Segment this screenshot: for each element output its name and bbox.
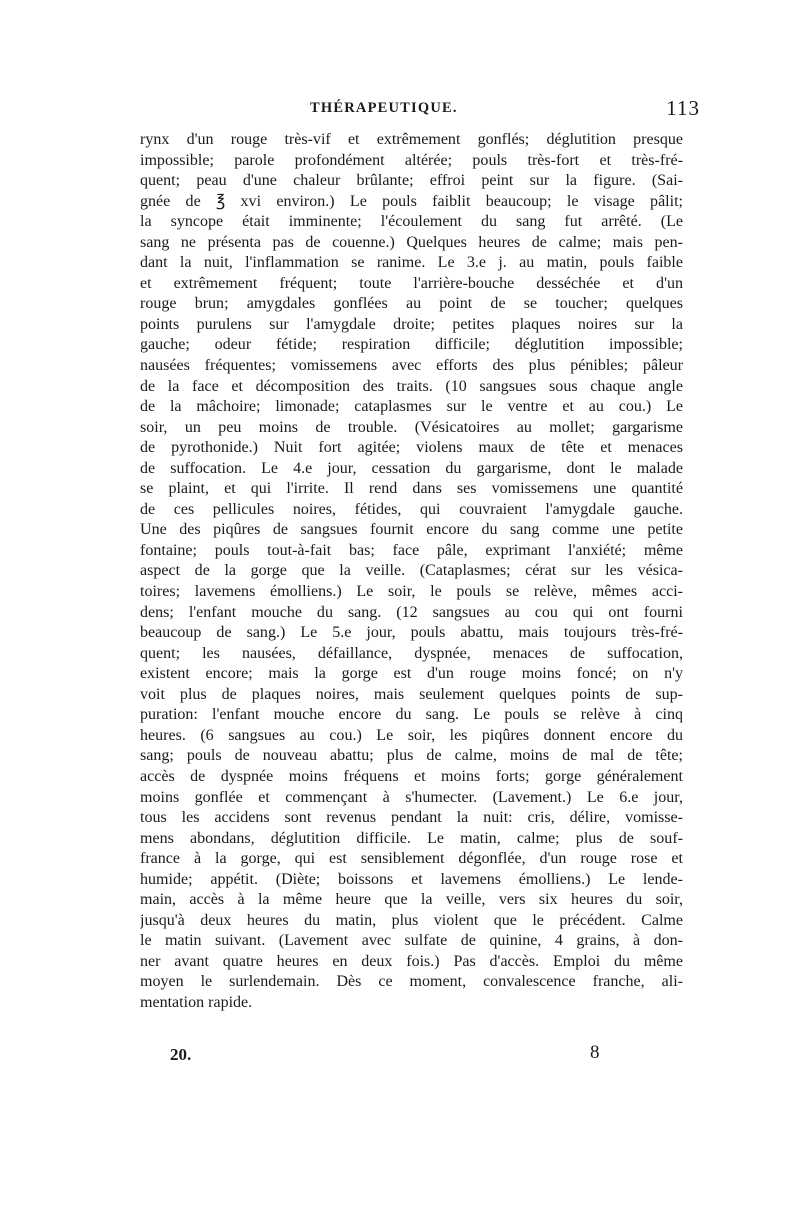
text-line: puration: l'enfant mouche encore du sang. Le pouls se relève à cinq (140, 706, 683, 724)
text-line: france à la gorge, qui est sensiblement dégonflée, d'un rouge rose et (140, 850, 683, 868)
text-line: de la face et décomposition des traits. (10 sangsues sous chaque angle (140, 377, 683, 395)
text-line: tous les accidens sont revenus pendant la nuit: cris, délire, vomisse- (140, 809, 683, 827)
page-header (140, 96, 700, 126)
text-line: quent; peau d'une chaleur brûlante; effroi peint sur la figure. (Sai- (140, 172, 683, 190)
text-line: nausées fréquentes; vomissemens avec efforts des plus pénibles; pâleur (140, 357, 683, 375)
text-line: accès de dyspnée moins fréquens et moins forts; gorge généralement (140, 767, 683, 785)
text-line: fontaine; pouls tout-à-fait bas; face pâle, exprimant l'anxiété; même (140, 541, 683, 559)
text-line: de pyrothonide.) Nuit fort agitée; violens maux de tête et menaces (140, 439, 683, 457)
text-line: rouge brun; amygdales gonflées au point de se toucher; quelques (140, 295, 683, 313)
page-footer (140, 1042, 700, 1075)
text-line: toires; lavemens émolliens.) Le soir, le pouls se relève, mêmes acci- (140, 583, 683, 601)
text-line: se plaint, et qui l'irrite. Il rend dans ses vomissemens une quantité (140, 480, 683, 498)
signature-mark: 20. (170, 1045, 192, 1064)
text-line: mentation rapide. (140, 993, 253, 1011)
text-line: moyen le surlendemain. Dès ce moment, convalescence franche, ali- (140, 973, 683, 991)
text-line: de suffocation. Le 4.e jour, cessation du gargarisme, dont le malade (140, 459, 683, 477)
text-line: jusqu'à deux heures du matin, plus violent que le précédent. Calme (140, 911, 683, 929)
text-line: dant la nuit, l'inflammation se ranime. Le 3.e j. au matin, pouls faible (140, 254, 683, 272)
text-line: ner avant quatre heures en deux fois.) Pas d'accès. Emploi du même (140, 952, 683, 970)
text-line: gauche; odeur fétide; respiration difficile; déglutition impossible; (140, 336, 683, 354)
text-line: rynx d'un rouge très-vif et extrêmement gonflés; déglutition presque (140, 131, 683, 148)
text-line: beaucoup de sang.) Le 5.e jour, pouls abattu, mais toujours très-fré- (140, 624, 683, 642)
text-line: soir, un peu moins de trouble. (Vésicatoires au mollet; gargarisme (140, 418, 683, 436)
text-line: le matin suivant. (Lavement avec sulfate de quinine, 4 grains, à don- (140, 932, 683, 950)
text-line: moins gonflée et commençant à s'humecter. (Lavement.) Le 6.e jour, (140, 788, 683, 806)
text-line: main, accès à la même heure que la veille, vers six heures du soir, (140, 891, 683, 909)
text-line: voit plus de plaques noires, mais seulement quelques points de sup- (140, 685, 683, 703)
gathering-mark: 8 (590, 1042, 600, 1063)
page-number: 113 (666, 96, 700, 120)
text-line: impossible; parole profondément altérée; pouls très-fort et très-fré- (140, 151, 683, 169)
text-line: sang ne présenta pas de couenne.) Quelques heures de calme; mais pen- (140, 233, 683, 251)
text-line: de la mâchoire; limonade; cataplasmes sur le ventre et au cou.) Le (140, 398, 683, 416)
body-text (140, 130, 683, 1014)
text-line: humide; appétit. (Diète; boissons et lavemens émolliens.) Le lende- (140, 870, 683, 888)
text-line: aspect de la gorge que la veille. (Cataplasmes; cérat sur les vésica- (140, 562, 683, 580)
text-line: mens abondans, déglutition difficile. Le matin, calme; plus de souf- (140, 829, 683, 847)
text-line: gnée de ℥ xvi environ.) Le pouls faiblit beaucoup; le visage pâlit; (140, 192, 683, 210)
text-line: quent; les nausées, défaillance, dyspnée, menaces de suffocation, (140, 644, 683, 662)
text-line: et extrêmement fréquent; toute l'arrière-bouche desséchée et d'un (140, 274, 683, 292)
text-line: de ces pellicules noires, fétides, qui couvraient l'amygdale gauche. (140, 500, 683, 518)
text-line: la syncope était imminente; l'écoulement du sang fut arrêté. (Le (140, 213, 683, 231)
text-line: sang; pouls de nouveau abattu; plus de calme, moins de mal de tête; (140, 747, 683, 765)
running-title: THÉRAPEUTIQUE. (310, 100, 458, 116)
text-line: Une des piqûres de sangsues fournit encore du sang comme une petite (140, 521, 683, 539)
text-line: dens; l'enfant mouche du sang. (12 sangsues au cou qui ont fourni (140, 603, 683, 621)
text-line: existent encore; mais la gorge est d'un rouge moins foncé; on n'y (140, 665, 683, 683)
text-line: heures. (6 sangsues au cou.) Le soir, les piqûres donnent encore du (140, 726, 683, 744)
text-line: points purulens sur l'amygdale droite; petites plaques noires sur la (140, 315, 683, 333)
